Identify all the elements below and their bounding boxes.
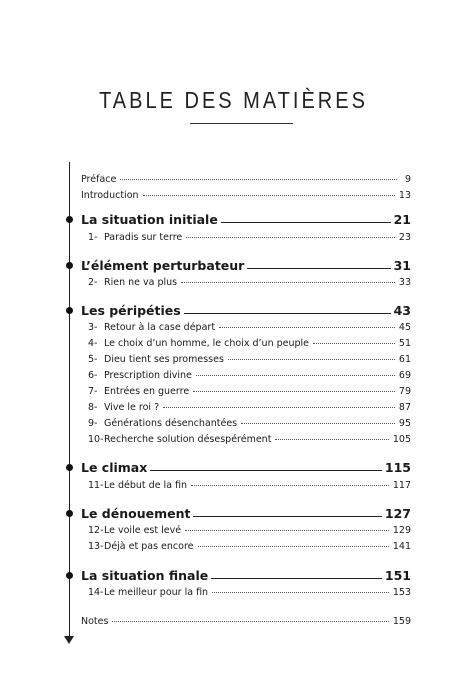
dot-leader	[193, 390, 395, 392]
entry-page: 79	[398, 386, 411, 397]
chapter-rule	[150, 469, 382, 471]
entry-page: 13	[398, 190, 411, 201]
timeline-line	[69, 162, 70, 640]
entry-number: 9-	[88, 418, 98, 429]
entry-page: 9	[404, 174, 411, 185]
entry-number: 5-	[88, 354, 98, 365]
dot-leader	[313, 342, 395, 344]
toc-chapter	[81, 506, 411, 521]
entry-page: 141	[392, 541, 411, 552]
dot-leader	[212, 591, 389, 593]
entry-number: 4-	[88, 338, 98, 349]
entry-label: Recherche solution désespérément	[104, 434, 272, 445]
dot-leader	[186, 236, 395, 238]
entry-number: 10-	[88, 434, 104, 445]
dot-leader	[219, 326, 395, 328]
entry-label: Le meilleur pour la fin	[104, 587, 209, 598]
entry-label: Déjà et pas encore	[104, 541, 194, 552]
entry-label: Retour à la case départ	[104, 322, 216, 333]
entry-page: 129	[392, 525, 411, 536]
chapter-label: L’élément perturbateur	[81, 258, 245, 273]
entry-page: 105	[392, 434, 411, 445]
toc-entry	[88, 525, 411, 537]
toc-entry	[88, 232, 411, 244]
entry-label: Le début de la fin	[104, 480, 188, 491]
chapter-label: La situation finale	[81, 568, 209, 583]
entry-label: Prescription divine	[104, 370, 192, 381]
chapter-rule	[211, 577, 382, 579]
entry-label: Le voile est levé	[104, 525, 182, 536]
toc-chapter	[81, 460, 411, 475]
entry-label: Générations désenchantées	[104, 418, 238, 429]
toc-chapter	[81, 212, 411, 227]
entry-label: Dieu tient ses promesses	[104, 354, 224, 365]
toc-entry	[88, 541, 411, 553]
entry-page: 61	[398, 354, 411, 365]
entry-number: 11-	[88, 480, 104, 491]
dot-leader	[191, 484, 389, 486]
entry-page: 159	[392, 616, 411, 627]
timeline-dot	[66, 307, 73, 314]
chapter-label: Les péripéties	[81, 303, 181, 318]
chapter-rule	[221, 221, 391, 223]
entry-number: 2-	[88, 277, 98, 288]
entry-label: Rien ne va plus	[104, 277, 178, 288]
dot-leader	[185, 529, 389, 531]
toc-entry	[88, 386, 411, 398]
chapter-label: Le climax	[81, 460, 148, 475]
entry-number: 8-	[88, 402, 98, 413]
entry-number: 12-	[88, 525, 104, 536]
toc-entry	[88, 434, 411, 446]
timeline-dot	[66, 464, 73, 471]
dot-leader	[241, 422, 395, 424]
entry-number: 3-	[88, 322, 98, 333]
entry-label: Préface	[81, 174, 117, 185]
entry-page: 45	[398, 322, 411, 333]
entry-number: 1-	[88, 232, 98, 243]
entry-page: 95	[398, 418, 411, 429]
chapter-rule	[184, 312, 391, 314]
entry-page: 51	[398, 338, 411, 349]
entry-label: Notes	[81, 616, 109, 627]
dot-leader	[112, 620, 388, 622]
entry-label: Entrées en guerre	[104, 386, 190, 397]
title-underline	[190, 123, 293, 124]
chapter-rule	[247, 267, 390, 269]
timeline-dot	[66, 510, 73, 517]
dot-leader	[120, 178, 397, 180]
dot-leader	[163, 406, 395, 408]
timeline-dot	[66, 262, 73, 269]
toc-entry-introduction	[81, 190, 411, 202]
entry-page: 23	[398, 232, 411, 243]
chapter-page: 151	[384, 568, 411, 583]
toc-entry	[88, 277, 411, 289]
toc-entry	[88, 587, 411, 599]
entry-page: 33	[398, 277, 411, 288]
chapter-page: 21	[393, 212, 411, 227]
entry-number: 7-	[88, 386, 98, 397]
toc-entry-preface	[81, 174, 411, 186]
dot-leader	[228, 358, 395, 360]
toc-entry	[88, 370, 411, 382]
toc-entry-notes	[81, 616, 411, 628]
dot-leader	[198, 545, 389, 547]
entry-label: Vive le roi ?	[104, 402, 160, 413]
toc-entry	[88, 338, 411, 350]
entry-page: 117	[392, 480, 411, 491]
toc-entry	[88, 480, 411, 492]
dot-leader	[143, 194, 395, 196]
dot-leader	[275, 438, 388, 440]
entry-label: Paradis sur terre	[104, 232, 183, 243]
entry-page: 69	[398, 370, 411, 381]
chapter-rule	[193, 515, 381, 517]
chapter-page: 31	[393, 258, 411, 273]
timeline-dot	[66, 216, 73, 223]
entry-number: 13-	[88, 541, 104, 552]
entry-page: 153	[392, 587, 411, 598]
dot-leader	[196, 374, 395, 376]
chapter-page: 127	[384, 506, 411, 521]
chapter-page: 43	[393, 303, 411, 318]
entry-number: 14-	[88, 587, 104, 598]
timeline-arrow-icon	[64, 636, 74, 644]
entry-label: Le choix d’un homme, le choix d’un peuple	[104, 338, 310, 349]
dot-leader	[181, 281, 395, 283]
page-title: TABLE DES MATIÈRES	[99, 88, 368, 114]
timeline-dot	[66, 572, 73, 579]
entry-label: Introduction	[81, 190, 139, 201]
toc-entry	[88, 402, 411, 414]
toc-entry	[88, 322, 411, 334]
toc-entry	[88, 354, 411, 366]
chapter-label: La situation initiale	[81, 212, 218, 227]
toc-chapter	[81, 303, 411, 318]
chapter-page: 115	[384, 460, 411, 475]
entry-page: 87	[398, 402, 411, 413]
chapter-label: Le dénouement	[81, 506, 191, 521]
toc-chapter	[81, 568, 411, 583]
toc-chapter	[81, 258, 411, 273]
toc-entry	[88, 418, 411, 430]
entry-number: 6-	[88, 370, 98, 381]
